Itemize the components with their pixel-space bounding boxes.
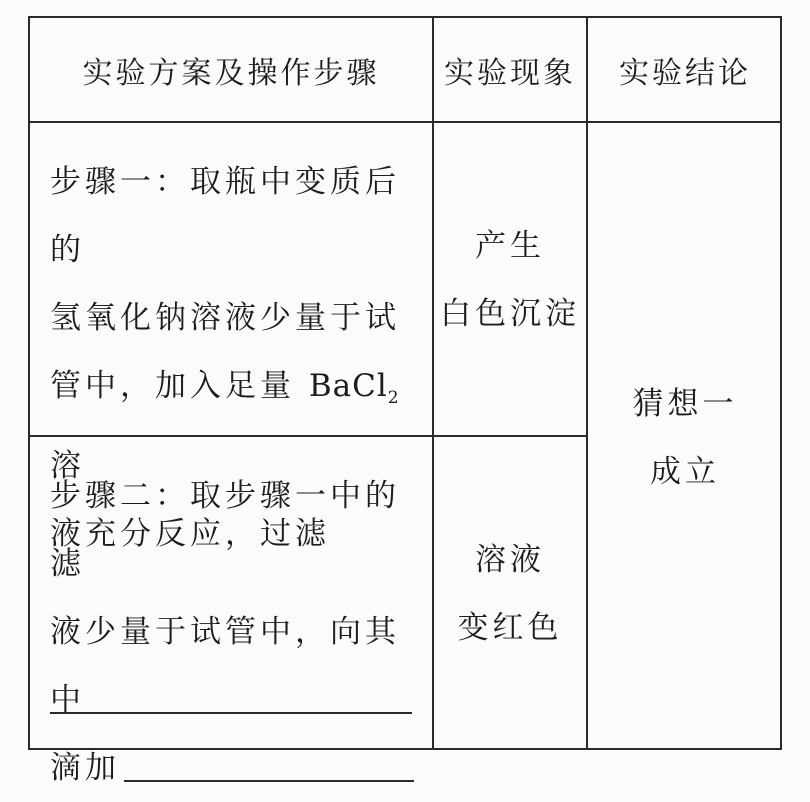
reagent-formula xyxy=(308,368,400,409)
step1-line: 步骤一：取瓶中变质后的 xyxy=(50,164,400,268)
header-phenomenon: 实验现象 xyxy=(444,55,576,91)
answer-blank-continued[interactable] xyxy=(50,712,412,714)
step1-line: 液充分反应，过滤 xyxy=(50,516,330,553)
step2-line-part: 滴加 xyxy=(50,750,120,786)
reagent-subscript: 2 xyxy=(387,388,400,409)
experiment-table xyxy=(28,16,782,786)
header-procedure: 实验方案及操作步骤 xyxy=(82,55,380,91)
header-divider xyxy=(30,121,780,123)
phenomenon-line: 变红色 xyxy=(457,610,563,646)
step2-phenomenon xyxy=(434,526,586,662)
conclusion-line: 成立 xyxy=(650,454,720,490)
header-conclusion: 实验结论 xyxy=(619,55,751,91)
conclusion xyxy=(588,370,782,506)
phenomenon-line: 产生 xyxy=(475,228,545,264)
step2-line: 液少量于试管中，向其中 xyxy=(50,614,400,718)
step1-line-part: 溶 xyxy=(50,448,85,485)
phenomenon-line: 溶液 xyxy=(475,542,545,578)
step1-line: 氢氧化钠溶液少量于试 xyxy=(50,300,400,336)
phenomenon-line: 白色沉淀 xyxy=(440,296,580,332)
reagent-name: BaCl xyxy=(308,368,388,404)
step2-line: 步骤二：取步骤一中的滤 xyxy=(50,478,400,582)
step2-line xyxy=(50,734,430,802)
step2-text xyxy=(50,462,430,802)
conclusion-line: 猜想一 xyxy=(632,386,738,422)
step1-line-part: 管中，加入足量 xyxy=(50,368,295,404)
step1-phenomenon xyxy=(434,212,586,348)
answer-blank[interactable] xyxy=(124,750,414,782)
